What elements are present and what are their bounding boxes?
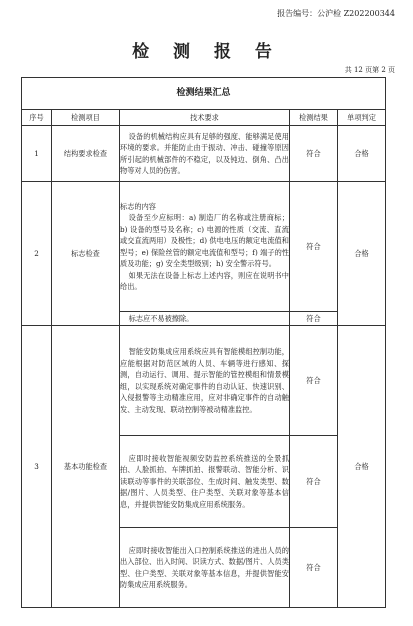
report-number: 报告编号：公沪检 Z202200344 <box>277 9 395 18</box>
technical-requirement <box>120 182 290 312</box>
table-row <box>22 126 386 182</box>
test-result: 符合 <box>290 312 338 326</box>
row-number: 1 <box>22 126 52 182</box>
test-result: 符合 <box>290 528 338 608</box>
page-title: 检 测 报 告 <box>132 42 281 62</box>
technical-requirement <box>120 312 290 326</box>
technical-requirement <box>120 528 290 608</box>
verdict: 合格 <box>338 326 386 608</box>
requirement-note: 如果无法在设备上标志上述内容，则应在说明书中给出。 <box>120 270 289 291</box>
test-item: 标志检查 <box>52 182 120 326</box>
requirement-text: 标志应不易被擦除。 <box>128 313 194 323</box>
test-item: 基本功能检查 <box>52 326 120 608</box>
page-info: 共 12 页第 2 页 <box>344 66 395 74</box>
column-header: 技术要求 <box>120 110 290 126</box>
table-row <box>22 182 386 312</box>
test-item: 结构要求检查 <box>52 126 120 182</box>
requirement-text: 设备的机械结构应具有足够的强度、能够满足使用环境的要求。并能防止由于振动、冲击、碰撞等原因所引起的机械部件的不稳定，以及钝边、倒角、凸出物等对人员的伤害。 <box>120 131 289 175</box>
requirement-text: 设备至少应标明：a) 制造厂的名称或注册商标；b) 设备的型号及名称；c) 电源的性质（交流、直流或交直流两用）及极性；d) 供电电压的额定电流值和型号；e) 保险丝管的额定电流值和型号；f) 端子的性质及功能；g) 安全类型级别；h) 安全警示符号。 <box>120 213 289 268</box>
requirement-text: 应即时接收智能视频安防监控系统推送的全景抓拍、人脸抓拍、车牌抓拍、报警联动、智能分析、识读联动等事件的关联部位、生成时间、触发类型、数据/图片、人员类型、住户类型、关联对象等基本信息，并提供智能安防集成应用系统服务。 <box>120 453 289 509</box>
verdict: 合格 <box>338 182 386 326</box>
technical-requirement <box>120 326 290 436</box>
column-header: 检测结果 <box>290 110 338 126</box>
column-header: 序号 <box>22 110 52 126</box>
requirement-text: 应即时接收智能出入口控制系统推送的进出人员的出入部位、出入时间、识读方式、数据/图片、人员类型、住户类型、关联对象等基本信息，并提供智能安防集成应用系统服务。 <box>120 545 289 589</box>
test-result: 符合 <box>290 436 338 528</box>
technical-requirement <box>120 436 290 528</box>
requirement-text: 智能安防集成应用系统应具有智能模组控制功能，应能根据对防范区域的人员、车辆等进行感知、探测，自动运行、调用、提示智能的管控模组和情景模组，以实现系统对确定事件的自动认证、快速识别、入侵报警等主动精准应用，应对非确定事件的自动触发、主动发现、联动控制等被动精准监控。 <box>120 347 289 414</box>
row-number: 2 <box>22 182 52 326</box>
test-result: 符合 <box>290 126 338 182</box>
row-number: 3 <box>22 326 52 608</box>
test-result: 符合 <box>290 326 338 436</box>
column-header: 单项判定 <box>338 110 386 126</box>
column-header: 检测项目 <box>52 110 120 126</box>
requirement-heading: 标志的内容 <box>120 201 156 211</box>
results-summary-table <box>21 77 386 608</box>
test-result: 符合 <box>290 182 338 312</box>
table-row <box>22 326 386 436</box>
table-header-row <box>22 110 386 126</box>
technical-requirement <box>120 126 290 182</box>
verdict: 合格 <box>338 126 386 182</box>
summary-title: 检测结果汇总 <box>22 78 386 110</box>
